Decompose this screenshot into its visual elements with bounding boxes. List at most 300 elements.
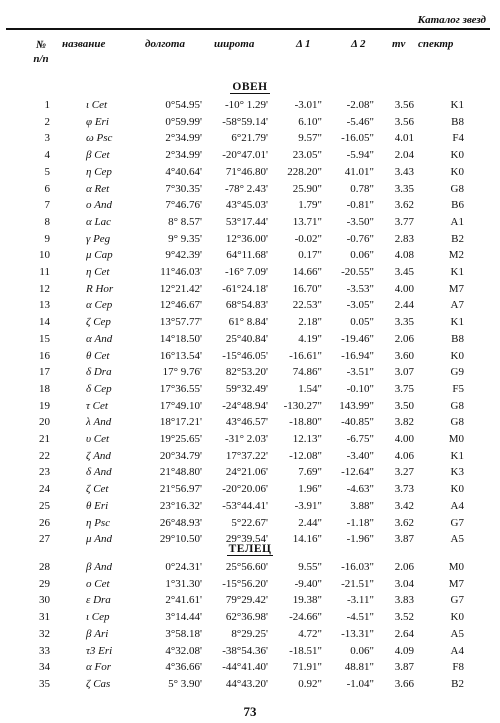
cell-spectral-class: A7 — [450, 299, 464, 312]
cell-delta1: 2.18" — [298, 316, 322, 329]
cell-longitude: 23°16.32' — [159, 499, 202, 512]
cell-row-number: 14 — [39, 316, 50, 329]
cell-magnitude: 3.66 — [394, 677, 414, 690]
cell-latitude: 25°40.84' — [225, 332, 268, 345]
cell-latitude: 79°29.42' — [225, 594, 268, 607]
cell-magnitude: 3.45 — [394, 266, 414, 278]
cell-row-number: 30 — [39, 594, 50, 607]
cell-row-number: 21 — [39, 433, 50, 445]
table-row — [0, 231, 500, 247]
cell-latitude: 6°21.79' — [231, 132, 268, 145]
cell-delta2: -5.46" — [346, 115, 374, 128]
cell-magnitude: 2.44 — [394, 299, 414, 312]
cell-delta1: 19.38" — [292, 594, 322, 607]
cell-star-name: ζ Cep — [86, 316, 111, 329]
cell-delta2: -21.51" — [341, 577, 374, 590]
cell-longitude: 9° 9.35' — [168, 232, 202, 245]
section-title-text: ТЕЛЕЦ — [228, 543, 272, 555]
cell-magnitude: 3.62 — [394, 516, 414, 529]
cell-longitude: 12°21.42' — [159, 282, 202, 295]
cell-longitude: 18°17.21' — [159, 416, 202, 429]
cell-row-number: 7 — [44, 199, 50, 212]
cell-delta2: -4.63" — [346, 483, 374, 496]
cell-spectral-class: B8 — [451, 332, 464, 345]
cell-magnitude: 4.00 — [394, 433, 414, 445]
cell-star-name: β And — [86, 561, 112, 573]
cell-row-number: 35 — [39, 677, 50, 690]
cell-delta1: 0.17" — [298, 249, 322, 262]
column-header-delta2: Δ 2 — [351, 38, 366, 50]
cell-spectral-class: G8 — [450, 182, 464, 195]
cell-longitude: 5° 3.90' — [168, 677, 202, 690]
cell-longitude: 3°58.18' — [165, 627, 202, 640]
cell-longitude: 2°41.61' — [165, 594, 202, 607]
cell-delta2: 0.06" — [350, 249, 374, 262]
cell-star-name: η Cet — [86, 266, 110, 278]
cell-magnitude: 3.52 — [394, 611, 414, 624]
table-row — [0, 414, 500, 430]
column-header-row — [0, 38, 500, 72]
table-row — [0, 331, 500, 347]
table-row — [0, 181, 500, 197]
cell-spectral-class: M2 — [448, 249, 464, 262]
cell-latitude: -78° 2.43' — [224, 182, 268, 195]
cell-delta1: -9.40" — [294, 577, 322, 590]
cell-delta1: -18.80" — [289, 416, 322, 429]
cell-star-name: β Ari — [86, 627, 109, 640]
cell-spectral-class: M0 — [448, 433, 464, 445]
cell-latitude: 43°45.03' — [225, 199, 268, 212]
cell-row-number: 9 — [44, 232, 50, 245]
cell-latitude: -20°47.01' — [222, 149, 268, 162]
cell-longitude: 2°34.99' — [165, 149, 202, 162]
cell-spectral-class: A5 — [450, 533, 464, 546]
cell-delta2: -3.51" — [346, 366, 374, 379]
cell-magnitude: 4.08 — [394, 249, 414, 262]
cell-latitude: 24°21.06' — [225, 466, 268, 479]
cell-star-name: υ Cet — [86, 433, 110, 445]
cell-row-number: 6 — [44, 182, 50, 195]
cell-star-name: ε Dra — [86, 594, 111, 607]
table-row — [0, 464, 500, 480]
cell-delta1: -130.27" — [283, 399, 322, 412]
cell-latitude: 53°17.44' — [225, 215, 268, 228]
cell-longitude: 7°30.35' — [165, 182, 202, 195]
cell-magnitude: 3.56 — [394, 115, 414, 128]
cell-spectral-class: B6 — [451, 199, 464, 212]
section-title — [0, 81, 500, 94]
cell-latitude: -31° 2.03' — [224, 433, 268, 445]
cell-latitude: -15°46.05' — [222, 349, 268, 362]
cell-delta1: 228.20" — [287, 165, 322, 178]
cell-delta2: 3.88" — [350, 499, 374, 512]
cell-row-number: 1 — [44, 99, 50, 111]
table-row — [0, 498, 500, 514]
cell-latitude: 68°54.83' — [225, 299, 268, 312]
table-row — [0, 214, 500, 230]
cell-star-name: δ Cep — [86, 382, 112, 395]
column-header-spectrum: спектр — [418, 38, 454, 50]
cell-delta1: 74.86" — [292, 366, 322, 379]
cell-spectral-class: F5 — [452, 382, 464, 395]
cell-delta1: 71.91" — [292, 661, 322, 674]
section-title-text: ОВЕН — [232, 81, 268, 93]
cell-magnitude: 3.62 — [394, 199, 414, 212]
cell-star-name: γ Peg — [86, 232, 111, 245]
cell-row-number: 8 — [44, 215, 50, 228]
cell-spectral-class: G9 — [450, 366, 464, 379]
cell-latitude: 43°46.57' — [225, 416, 268, 429]
cell-longitude: 1°31.30' — [165, 577, 202, 590]
cell-delta1: 2.44" — [298, 516, 322, 529]
cell-spectral-class: K3 — [450, 466, 464, 479]
cell-magnitude: 4.01 — [394, 132, 414, 145]
table-row — [0, 364, 500, 380]
cell-latitude: -53°44.41' — [222, 499, 268, 512]
cell-delta2: -16.05" — [341, 132, 374, 145]
cell-row-number: 29 — [39, 577, 50, 590]
cell-delta2: 48.81" — [344, 661, 374, 674]
cell-longitude: 26°48.93' — [159, 516, 202, 529]
cell-row-number: 11 — [39, 266, 50, 278]
cell-latitude: 61° 8.84' — [228, 316, 268, 329]
cell-magnitude: 2.64 — [394, 627, 414, 640]
cell-longitude: 13°57.77' — [159, 316, 202, 329]
cell-magnitude: 2.06 — [394, 332, 414, 345]
cell-longitude: 17°49.10' — [159, 399, 202, 412]
cell-row-number: 20 — [39, 416, 50, 429]
cell-row-number: 12 — [39, 282, 50, 295]
cell-delta1: 25.90" — [292, 182, 322, 195]
cell-star-name: θ Eri — [86, 499, 109, 512]
cell-star-name: ζ Cas — [86, 677, 111, 690]
cell-magnitude: 3.50 — [394, 399, 414, 412]
cell-longitude: 29°10.50' — [159, 533, 202, 546]
cell-latitude: -58°59.14' — [222, 115, 268, 128]
cell-delta1: 4.19" — [298, 332, 322, 345]
table-row — [0, 147, 500, 163]
cell-magnitude: 3.87 — [394, 533, 414, 546]
cell-row-number: 16 — [39, 349, 50, 362]
table-row — [0, 381, 500, 397]
cell-longitude: 17°36.55' — [159, 382, 202, 395]
cell-latitude: -44°41.40' — [222, 661, 268, 674]
table-row — [0, 97, 500, 113]
cell-delta2: -16.94" — [341, 349, 374, 362]
cell-magnitude: 2.83 — [394, 232, 414, 245]
cell-latitude: 62°36.98' — [225, 611, 268, 624]
cell-star-name: α Lac — [86, 215, 112, 228]
cell-spectral-class: A4 — [450, 499, 464, 512]
cell-delta1: 13.71" — [292, 215, 322, 228]
cell-star-name: θ Cet — [86, 349, 110, 362]
cell-magnitude: 2.06 — [394, 561, 414, 573]
cell-spectral-class: K1 — [450, 99, 464, 111]
cell-magnitude: 3.87 — [394, 661, 414, 674]
cell-row-number: 2 — [44, 115, 50, 128]
cell-delta1: -18.51" — [289, 644, 322, 657]
table-row — [0, 659, 500, 675]
cell-latitude: -16° 7.09' — [224, 266, 268, 278]
cell-delta1: 23.05" — [292, 149, 322, 162]
table-row — [0, 431, 500, 447]
cell-star-name: τ3 Eri — [86, 644, 113, 657]
cell-longitude: 0°24.31' — [165, 561, 202, 573]
cell-magnitude: 3.75 — [394, 382, 414, 395]
cell-row-number: 31 — [39, 611, 50, 624]
cell-longitude: 12°46.67' — [159, 299, 202, 312]
cell-delta1: 22.53" — [292, 299, 322, 312]
cell-delta2: -3.11" — [347, 594, 374, 607]
cell-magnitude: 4.09 — [394, 644, 414, 657]
cell-row-number: 32 — [39, 627, 50, 640]
cell-magnitude: 3.07 — [394, 366, 414, 379]
column-header-longitude: долгота — [145, 38, 185, 50]
column-header-delta1: Δ 1 — [296, 38, 311, 50]
cell-delta1: 16.70" — [292, 282, 322, 295]
cell-delta1: 14.16" — [292, 533, 322, 546]
cell-row-number: 27 — [39, 533, 50, 546]
cell-latitude: 8°29.25' — [231, 627, 268, 640]
table-row — [0, 314, 500, 330]
cell-row-number: 25 — [39, 499, 50, 512]
cell-magnitude: 3.43 — [394, 165, 414, 178]
cell-delta2: -0.76" — [346, 232, 374, 245]
cell-delta1: -12.08" — [289, 449, 322, 462]
cell-delta1: 1.79" — [298, 199, 322, 212]
cell-latitude: 29°39.54' — [225, 533, 268, 546]
cell-longitude: 8° 8.57' — [168, 215, 202, 228]
cell-row-number: 17 — [39, 366, 50, 379]
cell-latitude: -15°56.20' — [222, 577, 268, 590]
cell-row-number: 34 — [39, 661, 50, 674]
section-title — [0, 543, 500, 556]
cell-row-number: 24 — [39, 483, 50, 496]
table-row — [0, 559, 500, 575]
cell-magnitude: 3.42 — [394, 499, 414, 512]
cell-spectral-class: K0 — [450, 149, 464, 162]
cell-delta2: -3.50" — [346, 215, 374, 228]
cell-star-name: μ Cap — [86, 249, 113, 262]
cell-delta2: -4.51" — [346, 611, 374, 624]
cell-star-name: ζ Cet — [86, 483, 109, 496]
table-row — [0, 626, 500, 642]
cell-longitude: 21°48.80' — [159, 466, 202, 479]
cell-star-name: ι Cet — [86, 99, 108, 111]
cell-delta1: 1.96" — [298, 483, 322, 496]
cell-delta1: 4.72" — [298, 627, 322, 640]
cell-spectral-class: M7 — [448, 282, 464, 295]
table-row — [0, 515, 500, 531]
cell-delta2: -16.03" — [341, 561, 374, 573]
cell-star-name: ω Psc — [86, 132, 113, 145]
cell-spectral-class: K0 — [450, 611, 464, 624]
cell-star-name: τ Cet — [86, 399, 108, 412]
cell-star-name: ι Cep — [86, 611, 110, 624]
cell-delta2: 143.99" — [339, 399, 374, 412]
cell-spectral-class: B2 — [451, 232, 464, 245]
cell-delta2: -19.46" — [341, 332, 374, 345]
cell-magnitude: 3.60 — [394, 349, 414, 362]
cell-star-name: φ Eri — [86, 115, 109, 128]
cell-delta1: 12.13" — [292, 433, 322, 445]
cell-row-number: 19 — [39, 399, 50, 412]
cell-spectral-class: B8 — [451, 115, 464, 128]
cell-row-number: 26 — [39, 516, 50, 529]
table-row — [0, 164, 500, 180]
column-header-name: название — [62, 38, 106, 50]
cell-latitude: 17°37.22' — [225, 449, 268, 462]
cell-spectral-class: G8 — [450, 416, 464, 429]
header-rule — [6, 28, 490, 30]
cell-spectral-class: M7 — [448, 577, 464, 590]
cell-star-name: ζ And — [86, 449, 111, 462]
cell-delta1: 9.57" — [298, 132, 322, 145]
table-row — [0, 247, 500, 263]
cell-delta2: -20.55" — [341, 266, 374, 278]
running-head: Каталог звезд — [417, 14, 486, 26]
cell-magnitude: 3.83 — [394, 594, 414, 607]
cell-longitude: 0°59.99' — [165, 115, 202, 128]
cell-star-name: η Psc — [86, 516, 111, 529]
cell-magnitude: 3.35 — [394, 316, 414, 329]
cell-star-name: ο Cet — [86, 577, 110, 590]
table-row — [0, 130, 500, 146]
page-number: 73 — [243, 704, 257, 719]
table-row — [0, 281, 500, 297]
cell-delta2: -1.04" — [346, 677, 374, 690]
cell-delta2: -13.31" — [341, 627, 374, 640]
cell-longitude: 3°14.44' — [165, 611, 202, 624]
table-row — [0, 576, 500, 592]
cell-magnitude: 2.04 — [394, 149, 414, 162]
cell-magnitude: 3.77 — [394, 215, 414, 228]
cell-spectral-class: B2 — [451, 677, 464, 690]
cell-delta1: 7.69" — [298, 466, 322, 479]
cell-longitude: 2°34.99' — [165, 132, 202, 145]
cell-longitude: 0°54.95' — [165, 99, 202, 111]
cell-star-name: α Ret — [86, 182, 110, 195]
cell-spectral-class: K0 — [450, 349, 464, 362]
cell-star-name: μ And — [86, 533, 112, 546]
cell-latitude: -10° 1.29' — [224, 99, 268, 111]
cell-delta1: -0.02" — [294, 232, 322, 245]
cell-delta2: -1.18" — [346, 516, 374, 529]
cell-star-name: ο And — [86, 199, 112, 212]
cell-longitude: 7°46.76' — [165, 199, 202, 212]
cell-row-number: 28 — [39, 561, 50, 573]
cell-row-number: 3 — [44, 132, 50, 145]
cell-longitude: 4°36.66' — [165, 661, 202, 674]
cell-latitude: -20°20.06' — [222, 483, 268, 496]
cell-delta1: 9.55" — [298, 561, 322, 573]
cell-delta2: -12.64" — [341, 466, 374, 479]
cell-latitude: -38°54.36' — [222, 644, 268, 657]
cell-row-number: 10 — [39, 249, 50, 262]
cell-spectral-class: K0 — [450, 483, 464, 496]
cell-delta1: 6.10" — [298, 115, 322, 128]
cell-magnitude: 3.82 — [394, 416, 414, 429]
cell-longitude: 21°56.97' — [159, 483, 202, 496]
cell-spectral-class: A5 — [450, 627, 464, 640]
table-row — [0, 114, 500, 130]
cell-spectral-class: K1 — [450, 449, 464, 462]
cell-star-name: α Cep — [86, 299, 113, 312]
cell-longitude: 11°46.03' — [160, 266, 202, 278]
cell-latitude: 59°32.49' — [225, 382, 268, 395]
cell-star-name: δ Dra — [86, 366, 112, 379]
table-row — [0, 448, 500, 464]
cell-row-number: 18 — [39, 382, 50, 395]
cell-row-number: 5 — [44, 165, 50, 178]
cell-longitude: 14°18.50' — [159, 332, 202, 345]
table-row — [0, 348, 500, 364]
cell-delta2: -0.10" — [346, 382, 374, 395]
cell-delta1: 14.66" — [292, 266, 322, 278]
cell-star-name: α And — [86, 332, 113, 345]
cell-delta2: 0.78" — [350, 182, 374, 195]
cell-spectral-class: G7 — [450, 516, 464, 529]
cell-delta1: 1.54" — [298, 382, 322, 395]
cell-spectral-class: K1 — [450, 266, 464, 278]
cell-spectral-class: G7 — [450, 594, 464, 607]
cell-star-name: α For — [86, 661, 112, 674]
cell-spectral-class: A4 — [450, 644, 464, 657]
cell-magnitude: 4.06 — [394, 449, 414, 462]
cell-delta2: -3.53" — [346, 282, 374, 295]
table-row — [0, 676, 500, 692]
cell-star-name: λ And — [86, 416, 112, 429]
cell-row-number: 33 — [39, 644, 50, 657]
cell-delta2: -2.08" — [346, 99, 374, 111]
table-row — [0, 197, 500, 213]
cell-latitude: 5°22.67' — [231, 516, 268, 529]
cell-delta2: -3.05" — [346, 299, 374, 312]
cell-magnitude: 3.04 — [394, 577, 414, 590]
column-header-latitude: широта — [214, 38, 255, 50]
cell-longitude: 9°42.39' — [165, 249, 202, 262]
cell-spectral-class: F4 — [452, 132, 464, 145]
cell-delta1: -3.91" — [294, 499, 322, 512]
cell-latitude: 12°36.00' — [225, 232, 268, 245]
cell-delta2: 41.01" — [344, 165, 374, 178]
cell-longitude: 17° 9.76' — [162, 366, 202, 379]
cell-delta1: -3.01" — [294, 99, 322, 111]
column-header-magnitude: mv — [392, 38, 406, 50]
cell-delta1: -16.61" — [289, 349, 322, 362]
table-row — [0, 609, 500, 625]
cell-latitude: -24°48.94' — [222, 399, 268, 412]
cell-latitude: -61°24.18' — [222, 282, 268, 295]
cell-latitude: 64°11.68' — [226, 249, 268, 262]
cell-magnitude: 3.27 — [394, 466, 414, 479]
cell-longitude: 20°34.79' — [159, 449, 202, 462]
cell-row-number: 23 — [39, 466, 50, 479]
cell-delta1: 0.92" — [298, 677, 322, 690]
cell-magnitude: 4.00 — [394, 282, 414, 295]
cell-longitude: 4°40.64' — [165, 165, 202, 178]
column-header-number: № п/п — [33, 39, 49, 65]
cell-star-name: η Cep — [86, 165, 112, 178]
cell-star-name: δ And — [86, 466, 112, 479]
table-row — [0, 398, 500, 414]
table-row — [0, 297, 500, 313]
cell-longitude: 19°25.65' — [159, 433, 202, 445]
cell-delta1: -24.66" — [289, 611, 322, 624]
cell-spectral-class: G8 — [450, 399, 464, 412]
cell-latitude: 44°43.20' — [225, 677, 268, 690]
cell-spectral-class: K1 — [450, 316, 464, 329]
